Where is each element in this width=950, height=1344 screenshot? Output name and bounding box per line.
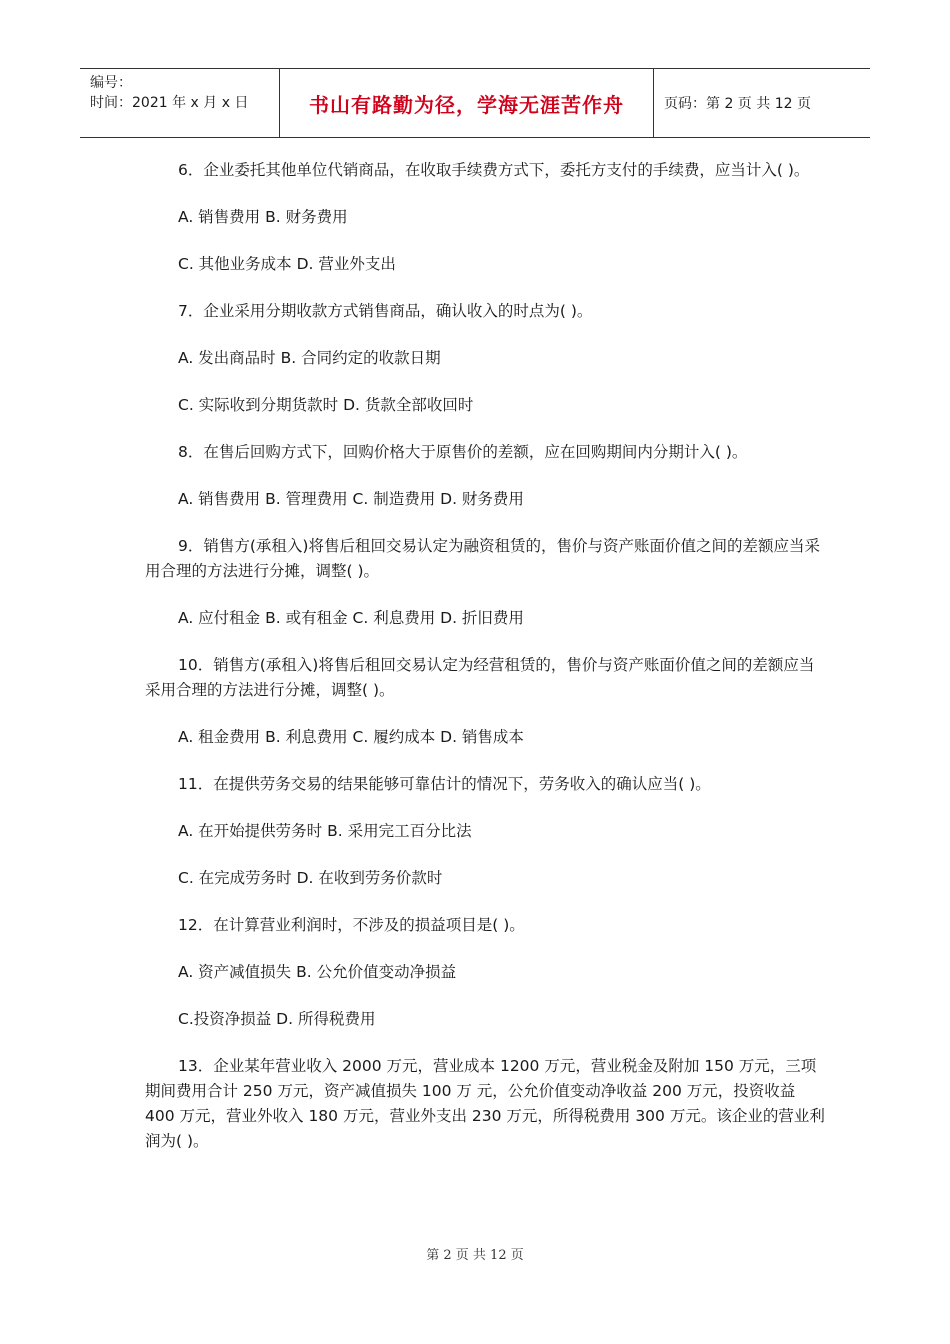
header-page-info: 页码：第 2 页 共 12 页 (664, 96, 811, 112)
question-12-options-2: C.投资净损益 D. 所得税费用 (178, 1010, 376, 1028)
question-11-options-1: A. 在开始提供劳务时 B. 采用完工百分比法 (178, 822, 472, 840)
question-12-options-1: A. 资产减值损失 B. 公允价值变动净损益 (178, 963, 457, 981)
question-9-options-1: A. 应付租金 B. 或有租金 C. 利息费用 D. 折旧费用 (178, 609, 524, 627)
question-11-options-2: C. 在完成劳务时 D. 在收到劳务价款时 (178, 869, 443, 887)
question-7-options-1: A. 发出商品时 B. 合同约定的收款日期 (178, 349, 441, 367)
header-meta (80, 69, 280, 137)
question-8-options-1: A. 销售费用 B. 管理费用 C. 制造费用 D. 财务费用 (178, 490, 524, 508)
question-12: 12．在计算营业利润时，不涉及的损益项目是( )。 (178, 916, 525, 934)
question-8: 8．在售后回购方式下，回购价格大于原售价的差额，应在回购期间内分期计入( )。 (178, 443, 748, 461)
page-footer: 第 2 页 共 12 页 (426, 1248, 524, 1263)
question-7: 7．企业采用分期收款方式销售商品，确认收入的时点为( )。 (178, 302, 593, 320)
question-7-options-2: C. 实际收到分期货款时 D. 货款全部收回时 (178, 396, 474, 414)
question-9: 9．销售方(承租入)将售后租回交易认定为融资租赁的，售价与资产账面价值之间的差额应当采用合理的方法进行分摊，调整( )。 (145, 537, 820, 580)
header-motto: 书山有路勤为径，学海无涯苦作舟 (280, 69, 654, 137)
question-10-options-1: A. 租金费用 B. 利息费用 C. 履约成本 D. 销售成本 (178, 728, 524, 746)
page-header (80, 68, 870, 138)
document-body (145, 158, 825, 1154)
question-6-options-2: C. 其他业务成本 D. 营业外支出 (178, 255, 396, 273)
question-10: 10．销售方(承租入)将售后租回交易认定为经营租赁的，售价与资产账面价值之间的差额应当采用合理的方法进行分摊，调整( )。 (145, 656, 815, 699)
question-6-options-1: A. 销售费用 B. 财务费用 (178, 208, 348, 226)
question-11: 11．在提供劳务交易的结果能够可靠估计的情况下，劳务收入的确认应当( )。 (178, 775, 711, 793)
time-label: 时间：2021 年 x 月 x 日 (90, 95, 249, 111)
question-13: 13．企业某年营业收入 2000 万元，营业成本 1200 万元，营业税金及附加 150 万元，三项期间费用合计 250 万元，资产减值损失 100 万 元，公允价值变动净收益 200 万元，投资收益 400 万元，营业外收入 180 万元，营业外支出 230 万元，所得税费用 300 万元。该企业的营业利润为( )。 (145, 1057, 825, 1150)
question-6: 6．企业委托其他单位代销商品，在收取手续费方式下，委托方支付的手续费，应当计入( )。 (178, 161, 810, 179)
code-label: 编号： (90, 75, 132, 91)
